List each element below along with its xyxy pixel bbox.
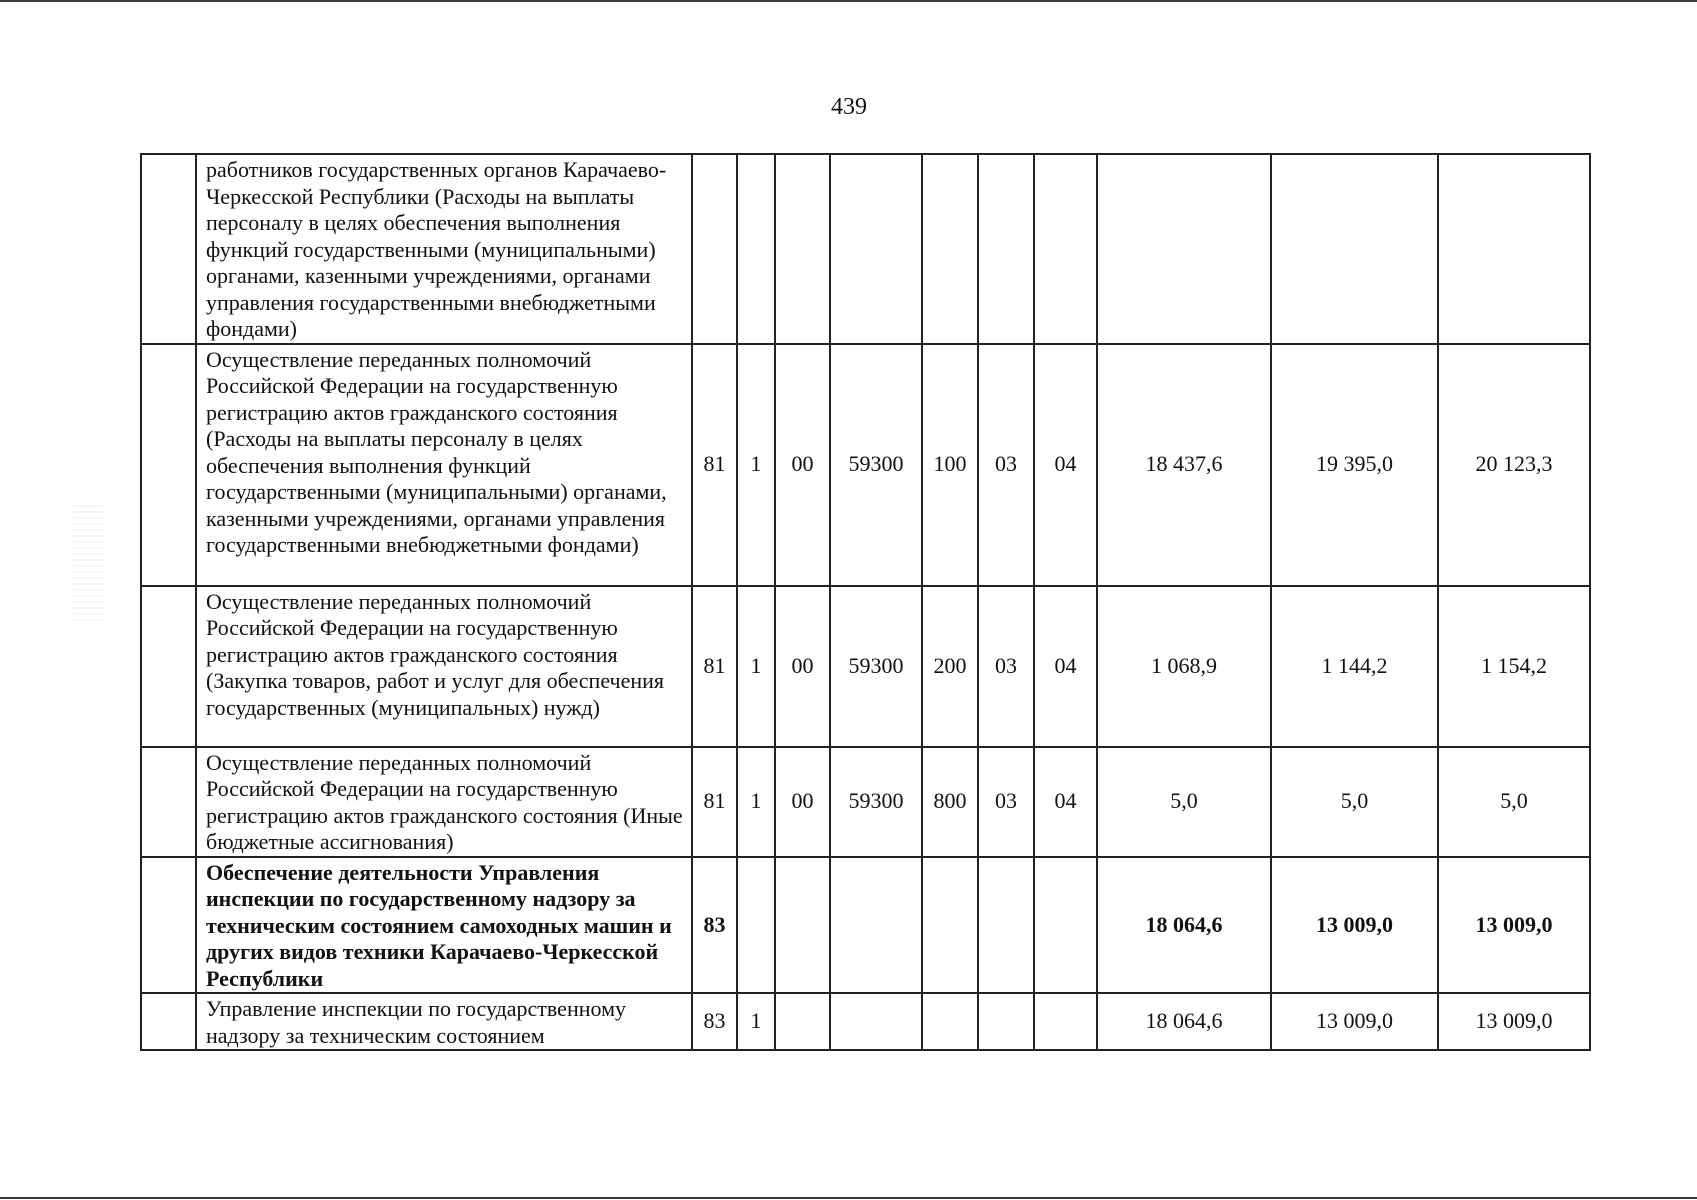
amount-cell-year2: 19 395,0 xyxy=(1271,344,1438,586)
page-number: 439 xyxy=(831,94,867,120)
code-cell-direction: 59300 xyxy=(830,344,922,586)
amount-cell-year2 xyxy=(1271,154,1438,344)
budget-table xyxy=(140,153,1591,1051)
code-cell-direction: 59300 xyxy=(830,586,922,747)
code-cell-subsection xyxy=(1034,857,1097,994)
row-index-cell xyxy=(141,747,196,857)
code-cell-section xyxy=(978,993,1034,1050)
description-cell: Осуществление переданных полномочий Российской Федерации на государственную регистрацию актов гражданского состояния (Расходы на выплаты персоналу в целях обеспечения выполнения функций государственными (муниципальными) органами, казенными учреждениями, органами управления государственными внебюджетными фондами) xyxy=(196,344,692,586)
code-cell-expense-type: 200 xyxy=(922,586,978,747)
code-cell-subprogram xyxy=(775,154,830,344)
amount-cell-year3: 20 123,3 xyxy=(1438,344,1590,586)
code-cell-section xyxy=(978,857,1034,994)
code-cell-program: 1 xyxy=(737,993,775,1050)
description-cell: работников государственных органов Карачаево-Черкесской Республики (Расходы на выплаты персоналу в целях обеспечения выполнения функций государственными (муниципальными) органами, казенными учреждениями, органами управления государственными внебюджетными фондами) xyxy=(196,154,692,344)
code-cell-admin: 81 xyxy=(692,586,737,747)
amount-cell-year3: 1 154,2 xyxy=(1438,586,1590,747)
amount-cell-year2: 13 009,0 xyxy=(1271,857,1438,994)
table-row xyxy=(141,154,1590,344)
table-row-section-total xyxy=(141,857,1590,994)
code-cell-subprogram: 00 xyxy=(775,344,830,586)
amount-cell-year1: 18 437,6 xyxy=(1097,344,1271,586)
table-row xyxy=(141,747,1590,857)
table-row xyxy=(141,344,1590,586)
table-row xyxy=(141,993,1590,1050)
code-cell-subprogram xyxy=(775,993,830,1050)
code-cell-subsection xyxy=(1034,993,1097,1050)
code-cell-program: 1 xyxy=(737,344,775,586)
amount-cell-year3: 13 009,0 xyxy=(1438,857,1590,994)
code-cell-expense-type xyxy=(922,857,978,994)
bottom-scan-border xyxy=(0,1197,1697,1199)
row-index-cell xyxy=(141,344,196,586)
code-cell-program: 1 xyxy=(737,747,775,857)
code-cell-section: 03 xyxy=(978,747,1034,857)
code-cell-program xyxy=(737,857,775,994)
code-cell-admin xyxy=(692,154,737,344)
amount-cell-year1: 5,0 xyxy=(1097,747,1271,857)
description-cell: Осуществление переданных полномочий Российской Федерации на государственную регистрацию актов гражданского состояния (Иные бюджетные ассигнования) xyxy=(196,747,692,857)
amount-cell-year2: 5,0 xyxy=(1271,747,1438,857)
row-index-cell xyxy=(141,857,196,994)
code-cell-subprogram: 00 xyxy=(775,747,830,857)
code-cell-program: 1 xyxy=(737,586,775,747)
code-cell-admin: 81 xyxy=(692,344,737,586)
code-cell-section: 03 xyxy=(978,586,1034,747)
code-cell-direction: 59300 xyxy=(830,747,922,857)
amount-cell-year1: 18 064,6 xyxy=(1097,993,1271,1050)
code-cell-subsection: 04 xyxy=(1034,586,1097,747)
scan-artifact xyxy=(73,505,103,625)
amount-cell-year3 xyxy=(1438,154,1590,344)
row-index-cell xyxy=(141,993,196,1050)
code-cell-expense-type: 100 xyxy=(922,344,978,586)
code-cell-expense-type: 800 xyxy=(922,747,978,857)
amount-cell-year1: 1 068,9 xyxy=(1097,586,1271,747)
code-cell-subprogram: 00 xyxy=(775,586,830,747)
code-cell-direction xyxy=(830,993,922,1050)
code-cell-expense-type xyxy=(922,993,978,1050)
code-cell-subprogram xyxy=(775,857,830,994)
code-cell-subsection: 04 xyxy=(1034,747,1097,857)
amount-cell-year1 xyxy=(1097,154,1271,344)
top-scan-border xyxy=(0,0,1697,2)
description-cell: Обеспечение деятельности Управления инспекции по государственному надзору за техническим состоянием самоходных машин и других видов техники Карачаево-Черкесской Республики xyxy=(196,857,692,994)
code-cell-subsection: 04 xyxy=(1034,344,1097,586)
code-cell-admin: 81 xyxy=(692,747,737,857)
code-cell-section: 03 xyxy=(978,344,1034,586)
code-cell-admin: 83 xyxy=(692,857,737,994)
amount-cell-year3: 5,0 xyxy=(1438,747,1590,857)
amount-cell-year2: 13 009,0 xyxy=(1271,993,1438,1050)
description-cell: Управление инспекции по государственному надзору за техническим состоянием xyxy=(196,993,692,1050)
code-cell-program xyxy=(737,154,775,344)
row-index-cell xyxy=(141,154,196,344)
description-cell: Осуществление переданных полномочий Российской Федерации на государственную регистрацию актов гражданского состояния (Закупка товаров, работ и услуг для обеспечения государственных (муниципальных) нужд) xyxy=(196,586,692,747)
amount-cell-year1: 18 064,6 xyxy=(1097,857,1271,994)
row-index-cell xyxy=(141,586,196,747)
amount-cell-year3: 13 009,0 xyxy=(1438,993,1590,1050)
code-cell-section xyxy=(978,154,1034,344)
code-cell-subsection xyxy=(1034,154,1097,344)
code-cell-expense-type xyxy=(922,154,978,344)
amount-cell-year2: 1 144,2 xyxy=(1271,586,1438,747)
code-cell-admin: 83 xyxy=(692,993,737,1050)
code-cell-direction xyxy=(830,857,922,994)
table-row xyxy=(141,586,1590,747)
code-cell-direction xyxy=(830,154,922,344)
